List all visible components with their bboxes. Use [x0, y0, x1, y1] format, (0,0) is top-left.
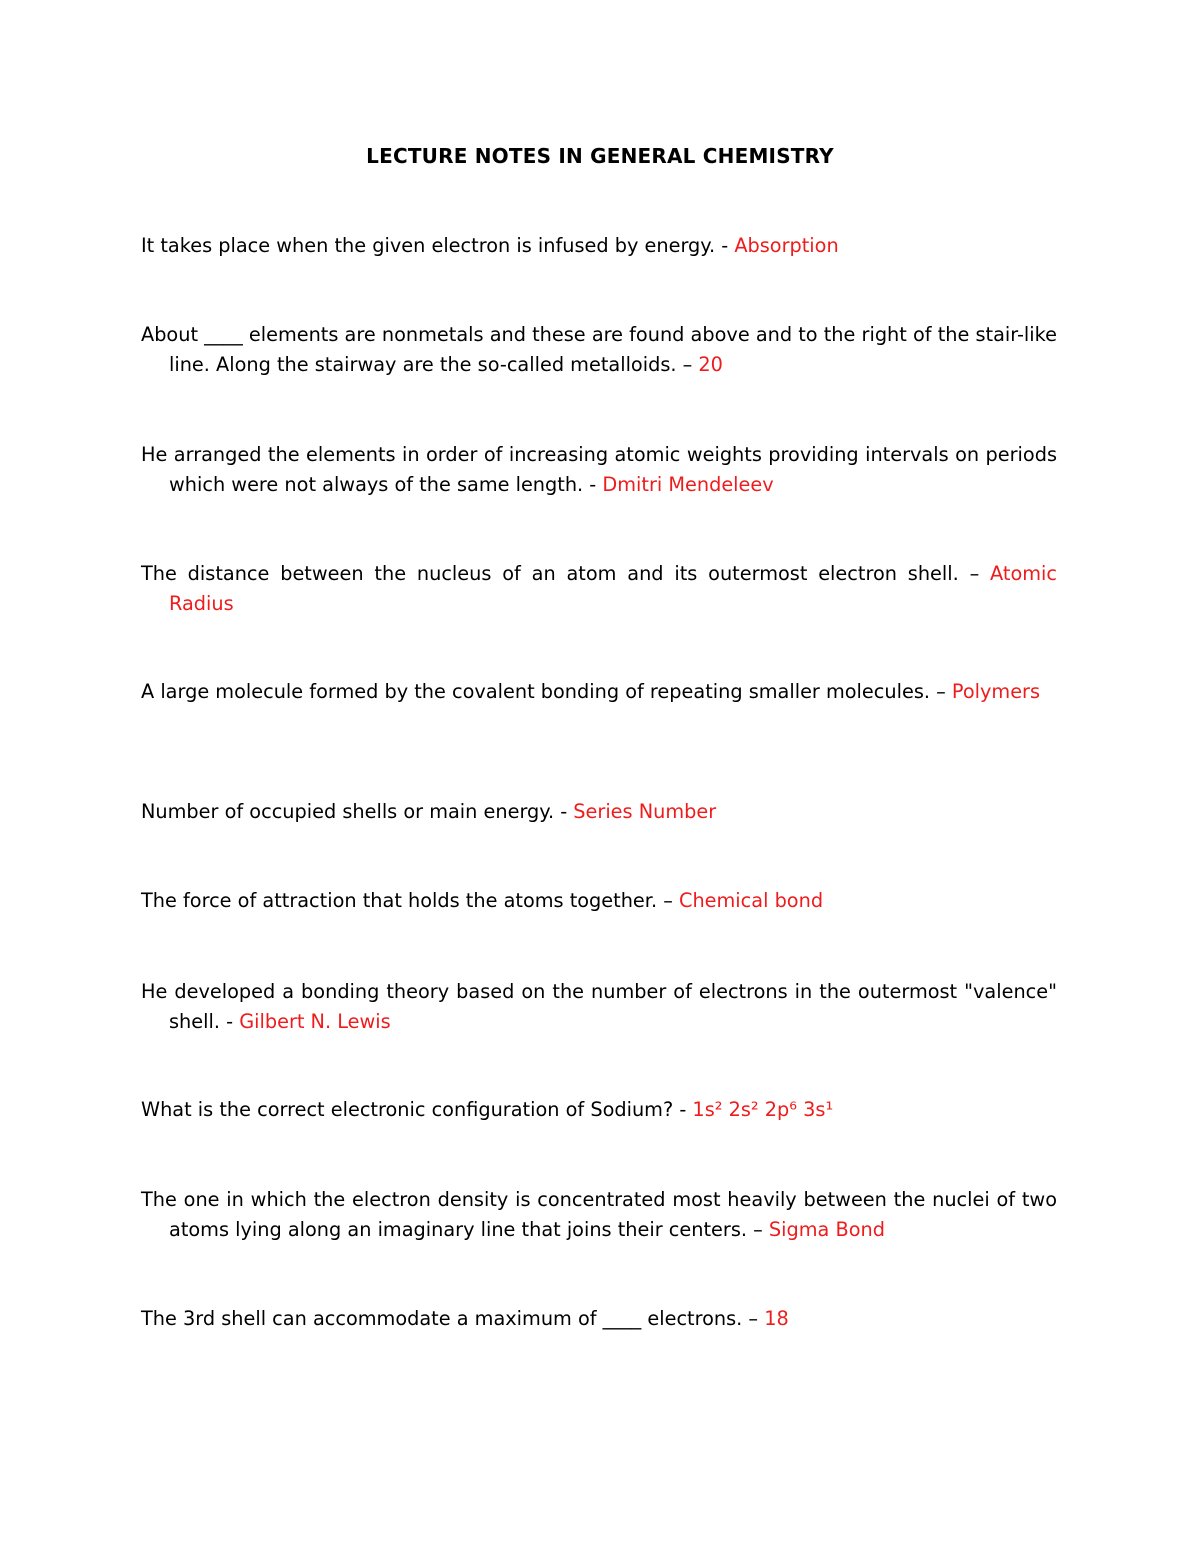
document-title: LECTURE NOTES IN GENERAL CHEMISTRY [366, 144, 834, 168]
note-question: He arranged the elements in order of increasing atomic weights providing intervals on periods which were not always of the same length. - [141, 443, 1057, 496]
note-answer: 18 [764, 1307, 789, 1330]
note-item [141, 886, 1057, 916]
note-question: It takes place when the given electron is infused by energy. - [141, 234, 735, 257]
note-question: A large molecule formed by the covalent bonding of repeating smaller molecules. – [141, 680, 952, 703]
note-answer: Chemical bond [678, 889, 824, 912]
note-answer: Absorption [734, 234, 839, 257]
note-question: The distance between the nucleus of an atom and its outermost electron shell. – [141, 562, 991, 585]
note-item [141, 1185, 1057, 1244]
note-item [141, 977, 1057, 1036]
note-question: The one in which the electron density is concentrated most heavily between the nuclei of two atoms lying along an imaginary line that joins their centers. – [141, 1188, 1057, 1241]
note-answer: Gilbert N. Lewis [239, 1009, 391, 1033]
note-item [141, 559, 1057, 618]
note-question: What is the correct electronic configuration of Sodium? - [141, 1098, 693, 1121]
note-item [141, 1304, 1057, 1334]
note-question: The 3rd shell can accommodate a maximum of ____ electrons. – [141, 1307, 765, 1330]
note-answer: Series Number [573, 800, 717, 823]
note-question: The force of attraction that holds the atoms together. – [141, 889, 679, 912]
note-item [141, 320, 1057, 379]
note-item [141, 797, 1057, 827]
note-item [141, 677, 1057, 707]
note-answer: 20 [698, 352, 723, 376]
note-answer: 1s² 2s² 2p⁶ 3s¹ [692, 1098, 834, 1121]
note-answer: Atomic Radius [169, 562, 1057, 615]
note-item [141, 440, 1057, 499]
note-question: About ____ elements are nonmetals and these are found above and to the right of the stair-like line. Along the stairway are the so-called metalloids. – [141, 323, 1057, 376]
note-question: Number of occupied shells or main energy. - [141, 800, 574, 823]
note-item [141, 1095, 1057, 1125]
note-item [141, 231, 1057, 261]
note-answer: Dmitri Mendeleev [602, 472, 774, 496]
note-answer: Sigma Bond [768, 1217, 885, 1241]
note-question: He developed a bonding theory based on the number of electrons in the outermost "valence" shell. - [141, 980, 1057, 1033]
note-answer: Polymers [951, 680, 1041, 703]
